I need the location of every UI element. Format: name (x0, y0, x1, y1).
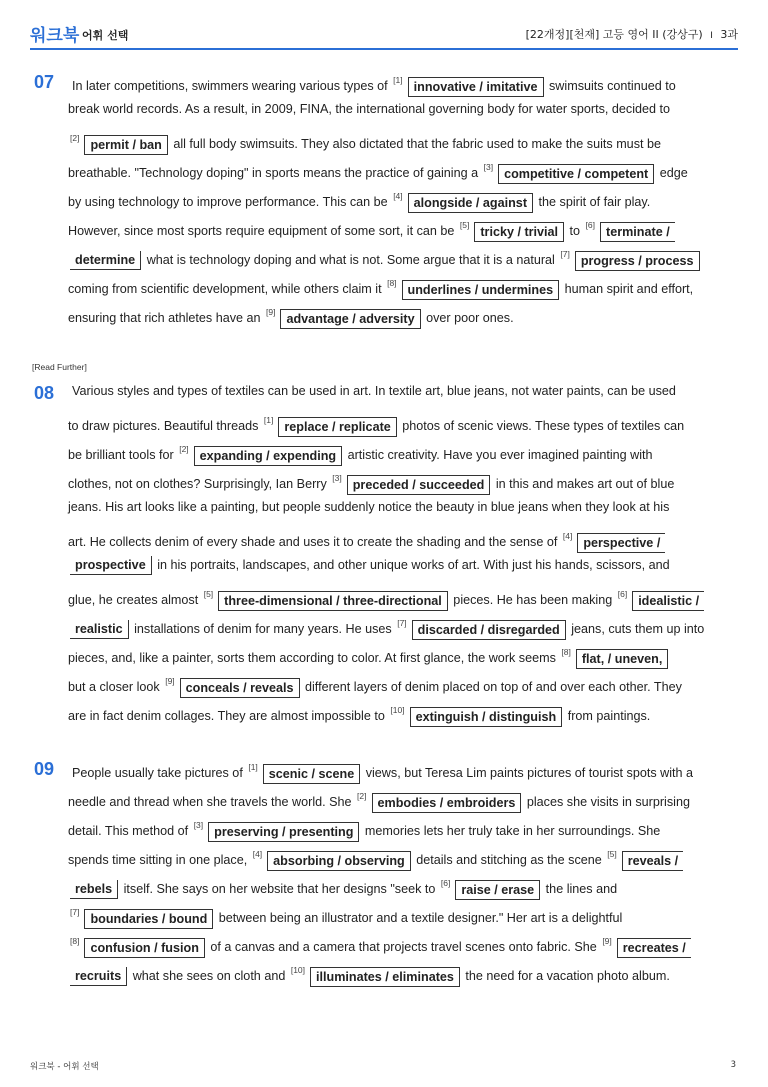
passage-line (68, 555, 670, 575)
blank-number: [2] (70, 133, 80, 143)
choice-box-continued[interactable]: realistic (70, 620, 129, 639)
choice-box[interactable]: confusion / fusion (84, 938, 204, 958)
choice-box[interactable]: tricky / trivial (474, 222, 564, 242)
passage-text: views, but Teresa Lim paints pictures of tourist spots with a (362, 766, 694, 780)
blank-number: [7] (70, 907, 80, 917)
choice-box[interactable]: underlines / undermines (402, 280, 560, 300)
passage-line (72, 70, 676, 94)
passage-text: spends time sitting in one place, (68, 853, 251, 867)
page-number: 3 (730, 1060, 736, 1070)
passage-line (72, 757, 694, 781)
lesson-label: 3과 (720, 28, 738, 41)
passage-text: to (566, 224, 584, 238)
blank-number: [8] (70, 936, 80, 946)
blank-number: [6] (617, 589, 628, 599)
footer-title: 워크북 - 어휘 선택 (30, 1062, 99, 1072)
passage-text: pieces, and, like a painter, sorts them according to color. At first glance, the work seems (68, 651, 560, 665)
choice-box[interactable]: idealistic / (632, 591, 704, 611)
choice-box[interactable]: absorbing / observing (267, 851, 411, 871)
choice-box[interactable]: progress / process (575, 251, 700, 271)
choice-box[interactable]: competitive / competent (498, 164, 654, 184)
blank-number: [8] (387, 278, 397, 288)
passage-text: swimsuits continued to (545, 79, 676, 93)
passage-line (68, 273, 694, 297)
question-number: 07 (34, 72, 55, 92)
passage-text: However, since most sports require equipment of some sort, it can be (68, 224, 458, 238)
passage-text: but a closer look (68, 680, 164, 694)
choice-box-continued[interactable]: prospective (70, 556, 152, 575)
blank-number: [3] (193, 820, 204, 830)
passage-line (68, 497, 669, 517)
passage-line (68, 439, 653, 463)
blank-number: [6] (585, 220, 596, 230)
blank-number: [2] (179, 444, 189, 454)
blank-number: [6] (440, 878, 451, 888)
blank-number: [5] (459, 220, 470, 230)
passage-line (68, 157, 688, 181)
passage-text: the lines and (542, 882, 618, 896)
passage-line (68, 700, 651, 724)
passage-text: jeans, cuts them up into (567, 622, 705, 636)
choice-box[interactable]: reveals / (622, 851, 683, 871)
passage-text: what she sees on cloth and (129, 969, 289, 983)
passage-text: photos of scenic views. These types of textiles can (398, 419, 685, 433)
choice-box[interactable]: discarded / disregarded (412, 620, 566, 640)
blank-number: [4] (393, 191, 403, 201)
passage-text: needle and thread when she travels the world. She (68, 795, 356, 809)
passage-line (68, 215, 677, 239)
blank-number: [1] (393, 75, 403, 85)
passage-text: different layers of denim placed on top of and over each other. They (301, 680, 682, 694)
passage-line (68, 526, 667, 550)
passage-line (68, 186, 651, 210)
passage-text: the spirit of fair play. (535, 195, 651, 209)
passage-text: In later competitions, swimmers wearing various types of (72, 79, 392, 93)
passage-text: glue, he creates almost (68, 593, 202, 607)
choice-box[interactable]: alongside / against (408, 193, 533, 213)
passage-text: memories lets her truly take in her surroundings. She (361, 824, 661, 838)
choice-box[interactable]: terminate / (600, 222, 675, 242)
passage-text: from paintings. (564, 709, 651, 723)
passage-text: places she visits in surprising (523, 795, 690, 809)
passage-text: jeans. His art looks like a painting, but people suddenly notice the beauty in blue jeans when they look at his (68, 500, 670, 514)
choice-box[interactable]: flat, / uneven, (576, 649, 668, 669)
passage-text: clothes, not on clothes? Surprisingly, Ian Berry (68, 477, 331, 491)
passage-text: over poor ones. (422, 311, 514, 325)
choice-box[interactable]: boundaries / bound (84, 909, 213, 929)
passage-text: details and stitching as the scene (412, 853, 606, 867)
passage-text: of a canvas and a camera that projects travel scenes onto fabric. She (206, 940, 601, 954)
course-info (526, 26, 738, 42)
blank-number: [9] (266, 307, 276, 317)
blank-number: [3] (483, 162, 494, 172)
passage-line (68, 786, 690, 810)
passage-line (68, 584, 706, 608)
passage-text: in his portraits, landscapes, and other unique works of art. With just his hands, scissors, and (153, 558, 670, 572)
read-further-label: [Read Further] (32, 362, 87, 372)
passage-text: Various styles and types of textiles can be used in art. In textile art, blue jeans, not water paints, can be used (72, 384, 676, 398)
choice-box[interactable]: scenic / scene (263, 764, 360, 784)
choice-box[interactable]: permit / ban (84, 135, 167, 155)
brand-logo: 워크북 (30, 26, 80, 46)
blank-number: [1] (263, 415, 274, 425)
blank-number: [8] (561, 647, 571, 657)
choice-box[interactable]: perspective / (577, 533, 665, 553)
blank-number: [10] (290, 965, 306, 975)
passage-line (68, 844, 685, 868)
passage-line (68, 642, 670, 666)
blank-number: [2] (357, 791, 367, 801)
passage-text: art. He collects denim of every shade and uses it to create the shading and the sense of (68, 535, 561, 549)
passage-line (68, 671, 682, 695)
blank-number: [10] (390, 705, 405, 715)
choice-box-continued[interactable]: determine (70, 251, 141, 270)
passage-line (68, 613, 705, 637)
choice-box[interactable]: advantage / adversity (280, 309, 420, 329)
question-number: 09 (34, 759, 55, 779)
choice-box[interactable]: preceded / succeeded (347, 475, 491, 495)
choice-box[interactable]: raise / erase (455, 880, 540, 900)
passage-text: coming from scientific development, while others claim it (68, 282, 386, 296)
choice-box[interactable]: embodies / embroiders (372, 793, 522, 813)
passage-text: the need for a vacation photo album. (461, 969, 670, 983)
passage-text: ensuring that rich athletes have an (68, 311, 265, 325)
choice-box[interactable]: expanding / expending (194, 446, 342, 466)
question-number: 08 (34, 383, 55, 403)
blank-number: [9] (165, 676, 175, 686)
passage-text: breathable. "Technology doping" in sports means the practice of gaining a (68, 166, 482, 180)
passage-line (72, 381, 676, 401)
passage-text: artistic creativity. Have you ever imagined painting with (344, 448, 653, 462)
passage-line (68, 468, 675, 492)
passage-text: between being an illustrator and a textile designer." Her art is a delightful (215, 911, 623, 925)
passage-line (68, 302, 514, 326)
blank-number: [4] (252, 849, 263, 859)
passage-line (68, 410, 685, 434)
passage-text: break world records. As a result, in 2009, FINA, the international governing body for water sports, decided to (68, 102, 671, 116)
passage-text: in this and makes art out of blue (492, 477, 675, 491)
passage-text: are in fact denim collages. They are almost impossible to (68, 709, 389, 723)
blank-number: [4] (562, 531, 573, 541)
choice-box-continued[interactable]: recruits (70, 967, 127, 986)
blank-number: [7] (560, 249, 570, 259)
blank-number: [7] (397, 618, 407, 628)
passage-line (68, 931, 693, 955)
blank-number: [9] (602, 936, 612, 946)
passage-text: what is technology doping and what is not. Some argue that it is a natural (143, 253, 559, 267)
blank-number: [5] (607, 849, 617, 859)
passage-text: human spirit and effort, (561, 282, 694, 296)
passage-text: itself. She says on her website that her designs "seek to (120, 882, 439, 896)
blank-number: [1] (248, 762, 258, 772)
passage-text: detail. This method of (68, 824, 192, 838)
course-title: [22개정][천재] 고등 영어 II (강상구) (525, 28, 703, 41)
header-separator: I (710, 31, 713, 41)
choice-box[interactable]: conceals / reveals (180, 678, 300, 698)
choice-box[interactable]: innovative / imitative (408, 77, 544, 97)
passage-text: all full body swimsuits. They also dictated that the fabric used to make the suits must be (169, 137, 661, 151)
choice-box[interactable]: recreates / (617, 938, 691, 958)
passage-text: be brilliant tools for (68, 448, 178, 462)
passage-text: installations of denim for many years. He uses (130, 622, 396, 636)
passage-text: by using technology to improve performance. This can be (68, 195, 392, 209)
choice-box[interactable]: illuminates / eliminates (310, 967, 460, 987)
page-subtitle: 어휘 선택 (82, 29, 129, 42)
choice-box[interactable]: three-dimensional / three-directional (218, 591, 448, 611)
passage-line (68, 99, 670, 119)
page-header (30, 18, 738, 50)
choice-box[interactable]: extinguish / distinguish (410, 707, 563, 727)
choice-box[interactable]: replace / replicate (278, 417, 396, 437)
blank-number: [3] (332, 473, 342, 483)
passage-line (68, 128, 661, 152)
passage-line (68, 244, 702, 268)
passage-line (68, 902, 623, 926)
choice-box[interactable]: preserving / presenting (208, 822, 359, 842)
passage-line (68, 873, 618, 897)
passage-text: pieces. He has been making (449, 593, 616, 607)
passage-text: People usually take pictures of (72, 766, 247, 780)
passage-text: edge (656, 166, 688, 180)
passage-line (68, 815, 661, 839)
blank-number: [5] (203, 589, 214, 599)
passage-line (68, 960, 670, 984)
choice-box-continued[interactable]: rebels (70, 880, 118, 899)
passage-text: to draw pictures. Beautiful threads (68, 419, 262, 433)
